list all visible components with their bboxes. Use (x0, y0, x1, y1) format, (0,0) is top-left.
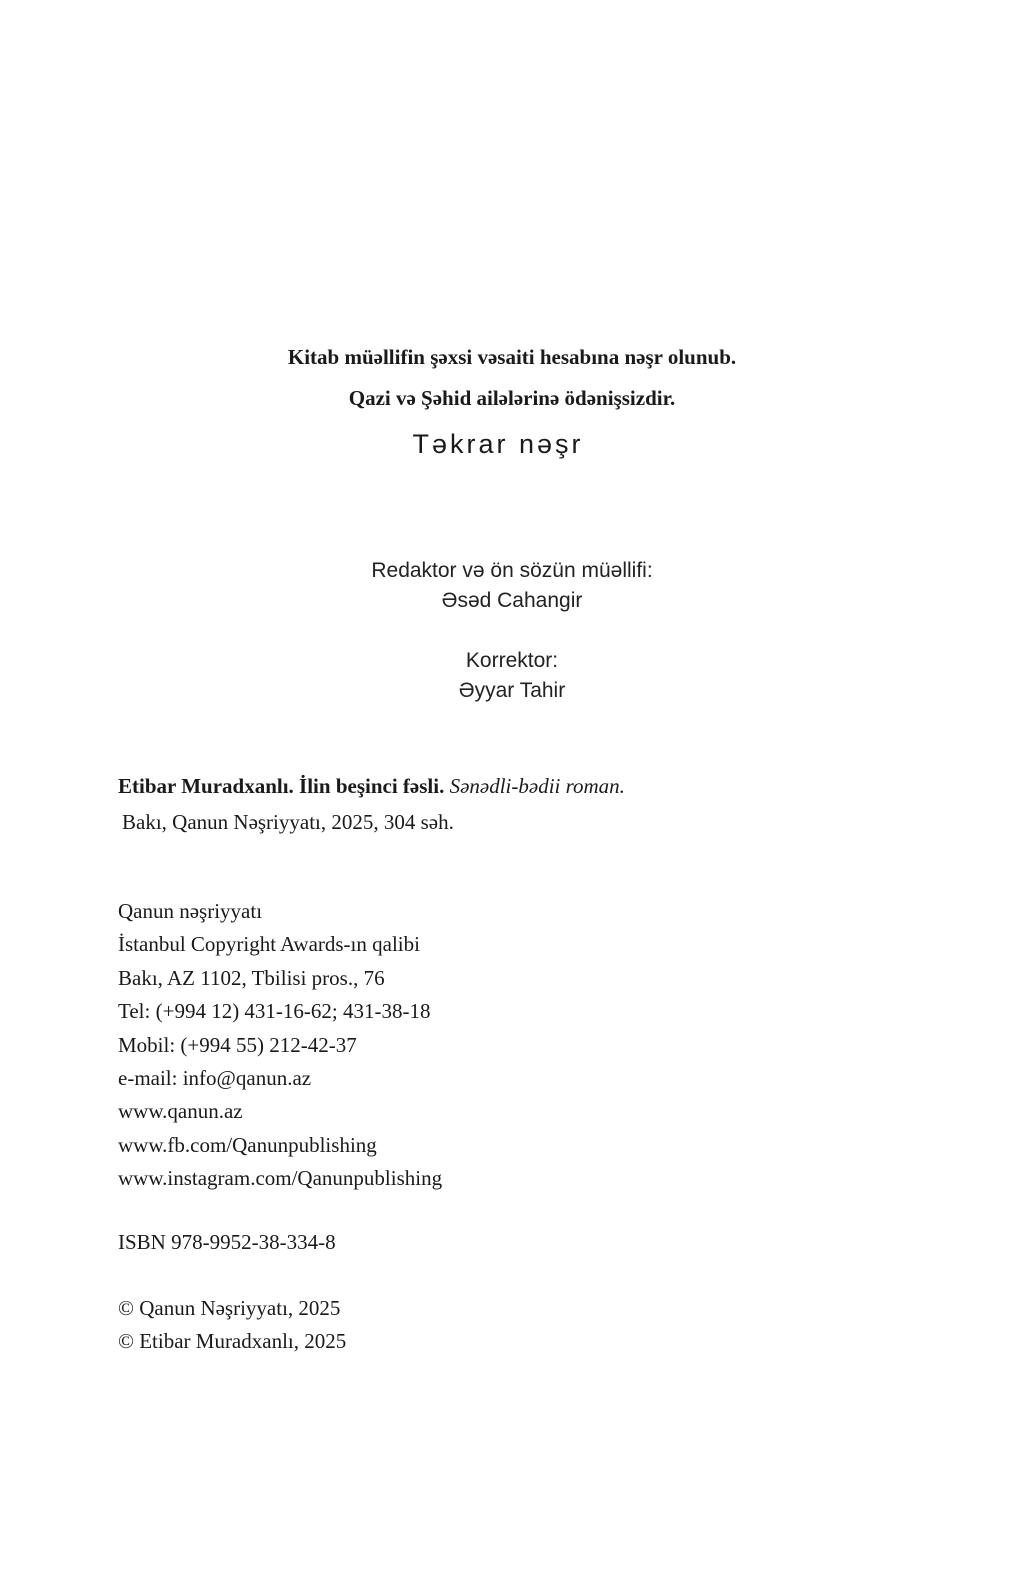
corrector-credit (0, 646, 1024, 706)
publisher-award: İstanbul Copyright Awards-ın qalibi (118, 932, 420, 957)
publisher-name: Qanun nəşriyyatı (118, 899, 263, 923)
publisher-email: e-mail: info@qanun.az (118, 1066, 312, 1091)
copyright-publisher: © Qanun Nəşriyyatı, 2025 (118, 1296, 341, 1320)
imprint: Bakı, Qanun Nəşriyyatı, 2025, 304 səh. (122, 810, 454, 834)
publisher-mobile: Mobil: (+994 55) 212-42-37 (118, 1032, 357, 1057)
publisher-phone: Tel: (+994 12) 431-16-62; 431-38-18 (118, 999, 431, 1024)
publisher-info (118, 895, 442, 1196)
author-and-title: Etibar Muradxanlı. İlin beşinci fəsli. (118, 774, 445, 798)
publisher-website: www.qanun.az (118, 1099, 243, 1124)
bib-line-1 (118, 768, 625, 804)
corrector-name: Əyyar Tahir (458, 679, 566, 702)
corrector-label: Korrektor: (465, 649, 559, 672)
publisher-address: Bakı, AZ 1102, Tbilisi pros., 76 (118, 965, 385, 990)
publisher-facebook: www.fb.com/Qanunpublishing (118, 1132, 377, 1157)
editor-name: Əsəd Cahangir (441, 589, 583, 612)
editor-label: Redaktor və ön sözün müəllifi: (371, 559, 653, 582)
editor-credit (0, 556, 1024, 616)
publisher-instagram: www.instagram.com/Qanunpublishing (118, 1166, 443, 1191)
reprint-label: Təkrar nəşr (412, 429, 584, 459)
funding-notice: Kitab müəllifin şəxsi vəsaiti hesabına nəşr olunub. (287, 345, 737, 369)
genre: Sənədli-bədii roman. (449, 774, 625, 798)
copyright-notices (118, 1292, 346, 1358)
bibliographic-record (118, 768, 625, 840)
free-distribution-notice: Qazi və Şəhid ailələrinə ödənişsizdir. (348, 386, 676, 410)
isbn: ISBN 978-9952-38-334-8 (118, 1230, 336, 1254)
copyright-author: © Etibar Muradxanlı, 2025 (118, 1329, 347, 1353)
